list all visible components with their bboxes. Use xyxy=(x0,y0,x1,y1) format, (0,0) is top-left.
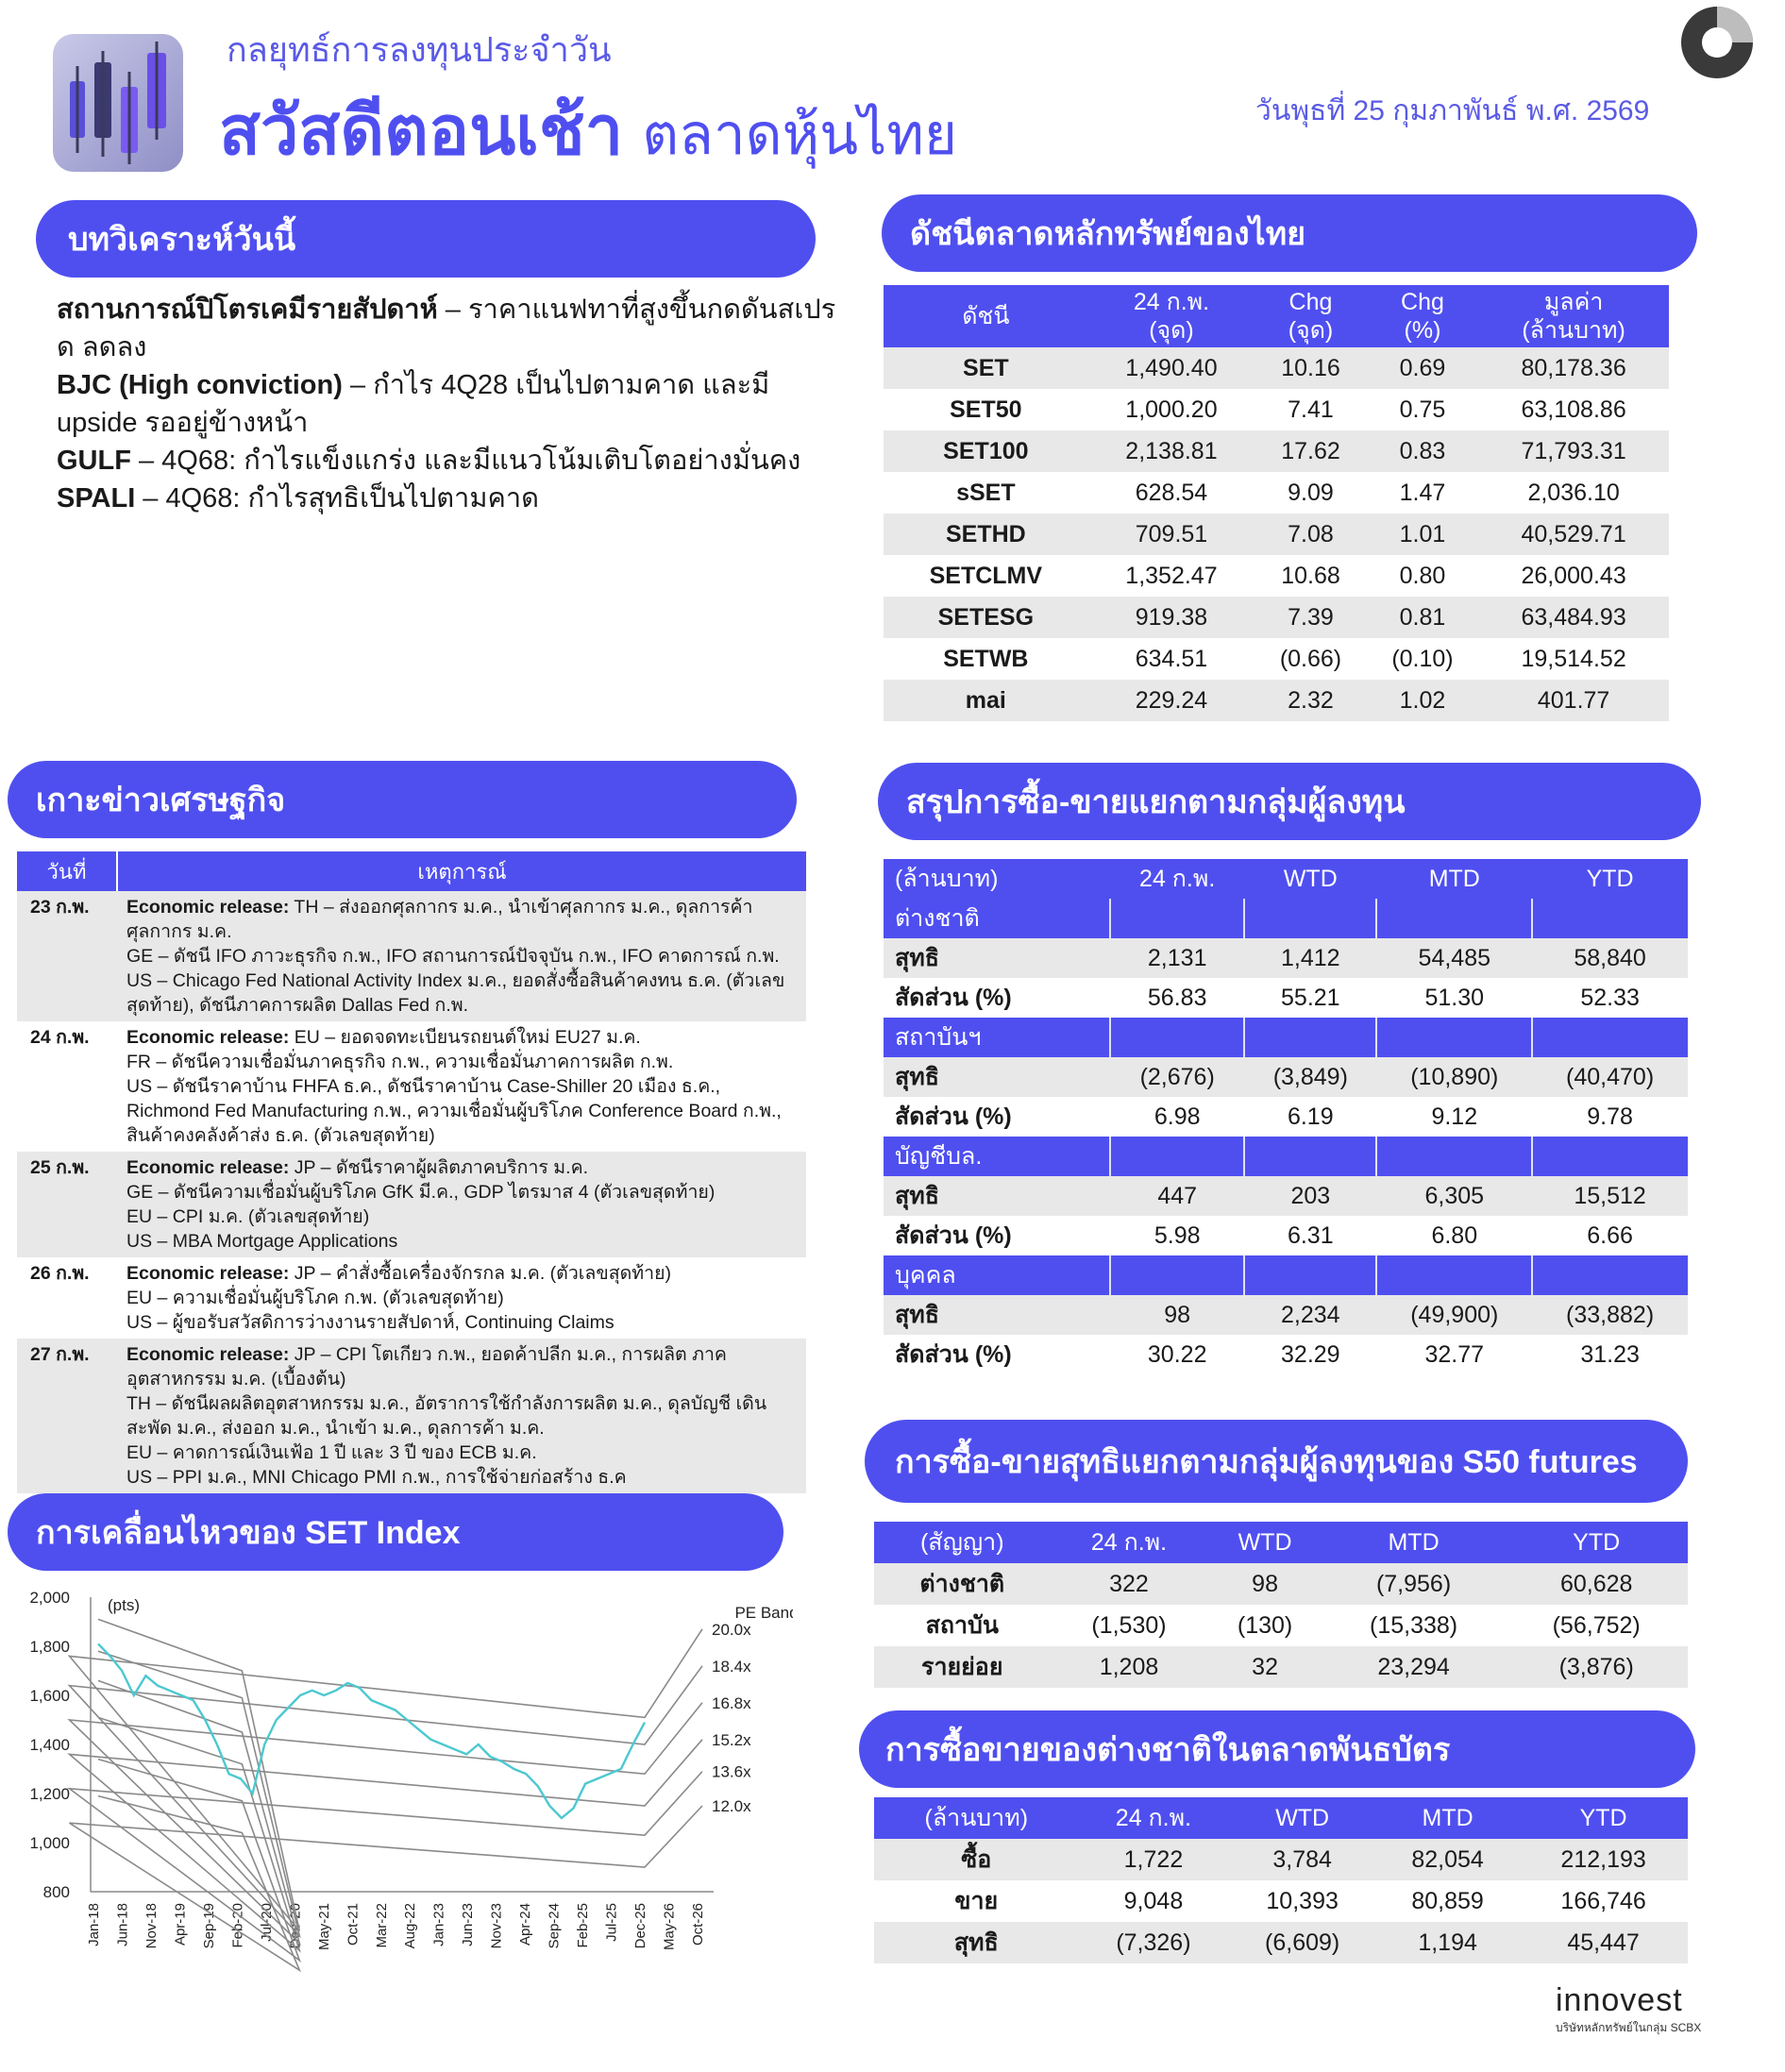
col-header: WTD xyxy=(1228,1797,1376,1839)
table-row xyxy=(874,1880,1688,1922)
brand-mark-icon xyxy=(1678,4,1756,81)
index-value: 1,490.40 xyxy=(1088,347,1255,389)
news-line: EU – CPI ม.ค. (ตัวเลขสุดท้าย) xyxy=(126,1206,370,1227)
news-text: JP – CPI โตเกียว ก.พ., ยอดค้าปลีก ม.ค., การผลิต ภาคอุตสาหกรรม ม.ค. (เบื้องต้น) xyxy=(126,1344,727,1390)
table-row xyxy=(884,347,1669,389)
table-row xyxy=(884,389,1669,430)
net-value: (49,900) xyxy=(1376,1295,1532,1335)
net-value: 1,412 xyxy=(1244,938,1376,978)
news-events xyxy=(117,891,806,1021)
share-value: 6.98 xyxy=(1154,1103,1201,1130)
row-label: สุทธิ xyxy=(884,1295,1110,1335)
net-row xyxy=(884,1057,1688,1097)
col-header: 24 ก.พ. xyxy=(1051,1522,1208,1563)
news-line: US – MBA Mortgage Applications xyxy=(126,1231,398,1252)
news-line xyxy=(126,895,797,944)
index-value: 628.54 xyxy=(1135,479,1208,506)
cell-value: 80,859 xyxy=(1411,1887,1484,1914)
net-value: (10,890) xyxy=(1376,1057,1532,1097)
group-name: บุคคล xyxy=(884,1255,1110,1295)
analysis-heading: บทวิเคราะห์วันนี้ xyxy=(36,200,816,278)
group-name: สถาบันฯ xyxy=(884,1018,1110,1057)
net-value: 2,131 xyxy=(1110,938,1244,978)
page-subtitle: กลยุทธ์การลงทุนประจำวัน xyxy=(227,30,612,69)
news-line xyxy=(126,1025,797,1050)
index-value: 0.81 xyxy=(1367,597,1478,638)
share-value: 6.66 xyxy=(1587,1221,1633,1249)
group-spacer xyxy=(1110,1137,1244,1176)
index-value: (0.10) xyxy=(1391,645,1454,672)
group-spacer xyxy=(1532,1137,1688,1176)
x-tick-label: Dec-20 xyxy=(287,1903,304,1949)
col-header-date: วันที่ xyxy=(17,851,117,891)
index-value: 7.08 xyxy=(1255,514,1366,555)
group-row xyxy=(884,899,1688,938)
index-heading: ดัชนีตลาดหลักทรัพย์ของไทย xyxy=(882,194,1697,272)
col-header: WTD xyxy=(1244,859,1376,899)
bond-heading: การซื้อขายของต่างชาติในตลาดพันธบัตร xyxy=(859,1710,1695,1788)
news-line: GE – ดัชนีความเชื่อมั่นผู้บริโภค GfK มี.ค., GDP ไตรมาส 4 (ตัวเลขสุดท้าย) xyxy=(126,1182,716,1203)
release-label: Economic release: xyxy=(126,1344,290,1365)
col-header: 24 ก.พ. xyxy=(1079,1797,1229,1839)
index-value: 401.77 xyxy=(1478,680,1669,721)
table-row xyxy=(17,1021,806,1152)
table-row xyxy=(874,1839,1688,1880)
news-events xyxy=(117,1339,806,1493)
index-value: 2.32 xyxy=(1255,680,1366,721)
y-tick-label: 1,600 xyxy=(29,1687,70,1705)
share-value: 51.30 xyxy=(1424,984,1485,1011)
index-value: 229.24 xyxy=(1088,680,1255,721)
futures-heading: การซื้อ-ขายสุทธิแยกตามกลุ่มผู้ลงทุนของ S50 futures xyxy=(865,1420,1688,1503)
net-value: 15,512 xyxy=(1532,1176,1688,1216)
col-header: Chg (%) xyxy=(1367,285,1478,347)
col-header-event: เหตุการณ์ xyxy=(117,851,806,891)
col-header: WTD xyxy=(1207,1522,1322,1563)
index-name: sSET xyxy=(956,479,1016,506)
index-value: 9.09 xyxy=(1288,479,1334,506)
net-row xyxy=(884,1176,1688,1216)
x-tick-label: Aug-22 xyxy=(402,1903,419,1949)
index-name: mai xyxy=(884,680,1088,721)
index-value: 26,000.43 xyxy=(1521,562,1626,589)
pe-band-label: 20.0x xyxy=(712,1620,751,1639)
share-value: 6.31 xyxy=(1287,1221,1334,1249)
share-value: 31.23 xyxy=(1580,1340,1640,1368)
table-row xyxy=(17,1152,806,1257)
row-label: สัดส่วน (%) xyxy=(895,1103,1012,1130)
header-illustration xyxy=(53,34,183,172)
row-label: สุทธิ xyxy=(874,1922,1079,1963)
index-value: 1.01 xyxy=(1367,514,1478,555)
x-tick-label: Sep-24 xyxy=(546,1903,563,1949)
cell-value: (56,752) xyxy=(1552,1611,1641,1639)
y-tick-label: 1,800 xyxy=(29,1638,70,1656)
index-name: SETCLMV xyxy=(929,562,1043,589)
col-header: (ล้านบาท) xyxy=(874,1797,1079,1839)
x-tick-label: Feb-20 xyxy=(229,1903,246,1948)
investor-heading: สรุปการซื้อ-ขายแยกตามกลุ่มผู้ลงทุน xyxy=(878,763,1701,840)
x-tick-label: May-21 xyxy=(315,1903,332,1951)
net-value: 6,305 xyxy=(1376,1176,1532,1216)
header-row xyxy=(884,859,1688,899)
row-label: สุทธิ xyxy=(884,938,1110,978)
cell-value: 1,194 xyxy=(1376,1922,1519,1963)
index-value: 63,108.86 xyxy=(1521,396,1626,423)
page-title xyxy=(219,76,957,184)
news-date: 24 ก.พ. xyxy=(30,1027,90,1048)
table-row xyxy=(874,1922,1688,1963)
share-row xyxy=(884,1216,1688,1255)
pe-band-label: 16.8x xyxy=(712,1693,751,1712)
row-label: ต่างชาติ xyxy=(874,1563,1051,1605)
pe-band-label: 13.6x xyxy=(712,1762,751,1781)
news-events xyxy=(117,1152,806,1257)
header-row xyxy=(874,1797,1688,1839)
net-value: (2,676) xyxy=(1110,1057,1244,1097)
table-row xyxy=(884,597,1669,638)
news-line: US – ผู้ขอรับสวัสดิการว่างงานรายสัปดาห์, Continuing Claims xyxy=(126,1312,615,1333)
group-spacer xyxy=(1244,1255,1376,1295)
y-tick-label: 1,400 xyxy=(29,1736,70,1754)
index-value: 10.68 xyxy=(1281,562,1340,589)
news-date: 27 ก.พ. xyxy=(17,1339,117,1493)
share-row xyxy=(884,1335,1688,1374)
title-light: ตลาดหุ้นไทย xyxy=(642,103,958,166)
x-tick-label: Jul-25 xyxy=(603,1903,620,1942)
news-line: EU – คาดการณ์เงินเฟ้อ 1 ปี และ 3 ปี ของ ECB ม.ค. xyxy=(126,1442,537,1463)
cell-value: 82,054 xyxy=(1376,1839,1519,1880)
net-value: 54,485 xyxy=(1376,938,1532,978)
news-line: US – Chicago Fed National Activity Index ม.ค., ยอดสั่งซื้อสินค้าคงทน ธ.ค. (ตัวเลขสุดท้าย), ดัชนีภาคการผลิต Dallas Fed ก.พ. xyxy=(126,970,785,1016)
cell-value: (6,609) xyxy=(1228,1922,1376,1963)
x-tick-label: Jul-20 xyxy=(258,1903,275,1942)
net-value: (40,470) xyxy=(1532,1057,1688,1097)
group-spacer xyxy=(1532,899,1688,938)
table-row xyxy=(884,680,1669,721)
table-row xyxy=(884,555,1669,597)
share-value: 30.22 xyxy=(1147,1340,1207,1368)
news-text: EU – ยอดจดทะเบียนรถยนต์ใหม่ EU27 ม.ค. xyxy=(289,1027,641,1048)
share-row xyxy=(884,1097,1688,1137)
group-spacer xyxy=(1244,899,1376,938)
net-value: 2,234 xyxy=(1244,1295,1376,1335)
cell-value: 60,628 xyxy=(1505,1563,1688,1605)
news-date: 25 ก.พ. xyxy=(17,1152,117,1257)
release-label: Economic release: xyxy=(126,897,290,918)
cell-value: 322 xyxy=(1051,1563,1208,1605)
table-row xyxy=(874,1605,1688,1646)
cell-value: 3,784 xyxy=(1228,1839,1376,1880)
pe-band-label: 12.0x xyxy=(712,1797,751,1815)
x-tick-label: Sep-19 xyxy=(200,1903,217,1949)
company-logo xyxy=(1556,1982,1744,2039)
title-bold: สวัสดีตอนเช้า xyxy=(219,93,624,169)
news-text: TH – ส่งออกศุลกากร ม.ค., นำเข้าศุลกากร ม.ค., ดุลการค้า ศุลกากร ม.ค. xyxy=(126,897,753,942)
group-spacer xyxy=(1110,899,1244,938)
index-value: (0.66) xyxy=(1279,645,1342,672)
report-date: วันพุธที่ 25 กุมภาพันธ์ พ.ศ. 2569 xyxy=(1255,95,1650,126)
cell-value: 45,447 xyxy=(1519,1922,1688,1963)
col-header: Chg (จุด) xyxy=(1255,285,1366,347)
news-text: JP – ดัชนีราคาผู้ผลิตภาคบริการ ม.ค. xyxy=(289,1157,589,1178)
col-header: ดัชนี xyxy=(884,285,1088,347)
table-row xyxy=(884,430,1669,472)
index-value: 40,529.71 xyxy=(1478,514,1669,555)
x-tick-label: Dec-25 xyxy=(632,1903,649,1949)
group-spacer xyxy=(1376,899,1532,938)
index-value: 1.47 xyxy=(1399,479,1446,506)
news-line: FR – ดัชนีความเชื่อมั่นภาคธุรกิจ ก.พ., ความเชื่อมั่นภาคการผลิต ก.พ. xyxy=(126,1052,674,1072)
news-line: EU – ความเชื่อมั่นผู้บริโภค ก.พ. (ตัวเลขสุดท้าย) xyxy=(126,1288,504,1308)
news-events xyxy=(117,1021,806,1152)
analysis-list xyxy=(57,291,840,517)
table-row xyxy=(884,472,1669,514)
col-header: MTD xyxy=(1376,859,1532,899)
cell-value: (3,876) xyxy=(1505,1646,1688,1688)
cell-value: 32 xyxy=(1207,1646,1322,1688)
cell-value: 23,294 xyxy=(1322,1646,1506,1688)
net-value: (33,882) xyxy=(1532,1295,1688,1335)
group-name: ต่างชาติ xyxy=(884,899,1110,938)
cell-value: (7,326) xyxy=(1079,1922,1229,1963)
x-tick-label: Nov-18 xyxy=(143,1903,160,1949)
header-row xyxy=(874,1522,1688,1563)
x-tick-label: Apr-19 xyxy=(172,1903,189,1946)
cell-value: (15,338) xyxy=(1370,1611,1458,1639)
x-tick-label: Oct-21 xyxy=(345,1903,362,1946)
news-date: 23 ก.พ. xyxy=(17,891,117,1021)
cell-value: 9,048 xyxy=(1123,1887,1184,1914)
group-spacer xyxy=(1376,1137,1532,1176)
index-name: SETESG xyxy=(884,597,1088,638)
x-tick-label: Nov-23 xyxy=(488,1903,505,1949)
group-spacer xyxy=(1376,1018,1532,1057)
cell-value: 98 xyxy=(1207,1563,1322,1605)
news-heading: เกาะข่าวเศรษฐกิจ xyxy=(8,761,797,838)
col-header: มูลค่า (ล้านบาท) xyxy=(1478,285,1669,347)
row-label: สุทธิ xyxy=(884,1176,1110,1216)
row-label: สุทธิ xyxy=(884,1057,1110,1097)
chart-heading: การเคลื่อนไหวของ SET Index xyxy=(8,1493,783,1571)
logo-tagline: บริษัทหลักทรัพย์ในกลุ่ม SCBX xyxy=(1556,2021,1702,2034)
row-label: รายย่อย xyxy=(874,1646,1051,1688)
table-row xyxy=(874,1563,1688,1605)
index-name: SETWB xyxy=(943,645,1029,672)
cell-value: (1,530) xyxy=(1091,1611,1167,1639)
cell-value: 166,746 xyxy=(1560,1887,1646,1914)
net-value: (3,849) xyxy=(1244,1057,1376,1097)
col-header: (ล้านบาท) xyxy=(884,859,1110,899)
investor-table xyxy=(884,859,1688,1374)
index-value: 1.02 xyxy=(1367,680,1478,721)
col-header: MTD xyxy=(1376,1797,1519,1839)
index-value: 0.83 xyxy=(1367,430,1478,472)
x-tick-label: Mar-22 xyxy=(373,1903,390,1948)
group-spacer xyxy=(1110,1255,1244,1295)
col-header: YTD xyxy=(1505,1522,1688,1563)
index-value: 1,352.47 xyxy=(1125,562,1218,589)
pe-band-label: 18.4x xyxy=(712,1657,751,1676)
group-spacer xyxy=(1376,1255,1532,1295)
index-value: 0.80 xyxy=(1399,562,1446,589)
y-tick-label: 1,200 xyxy=(29,1785,70,1803)
index-value: 71,793.31 xyxy=(1478,430,1669,472)
news-line xyxy=(126,1261,797,1286)
x-tick-label: May-26 xyxy=(661,1903,678,1951)
analysis-item: BJC (High conviction) – กำไร 4Q28 เป็นไปตามคาด และมี upside รออยู่ข้างหน้า xyxy=(57,370,770,438)
index-value: 19,514.52 xyxy=(1521,645,1626,672)
index-value: 63,484.93 xyxy=(1478,597,1669,638)
cell-value: 10,393 xyxy=(1266,1887,1339,1914)
share-value: 52.33 xyxy=(1580,984,1640,1011)
col-header: YTD xyxy=(1519,1797,1688,1839)
x-tick-label: Jan-23 xyxy=(430,1903,447,1946)
analysis-item: GULF – 4Q68: กำไรแข็งแกร่ง และมีแนวโน้มเติบโตอย่างมั่นคง xyxy=(57,446,801,476)
row-label: ขาย xyxy=(954,1888,999,1914)
index-name: SET50 xyxy=(950,396,1022,423)
x-tick-label: Apr-24 xyxy=(517,1903,534,1946)
group-spacer xyxy=(1244,1018,1376,1057)
analysis-item: สถานการณ์ปิโตรเคมีรายสัปดาห์ – ราคาแนฟทาที่สูงขึ้นกดดันสเปรด ลดลง xyxy=(57,295,836,362)
pe-band-line xyxy=(70,1651,703,1936)
share-value: 32.29 xyxy=(1281,1340,1340,1368)
index-value: 919.38 xyxy=(1088,597,1255,638)
group-spacer xyxy=(1244,1137,1376,1176)
group-row xyxy=(884,1255,1688,1295)
index-name: SET xyxy=(884,347,1088,389)
share-value: 55.21 xyxy=(1281,984,1340,1011)
table-row xyxy=(17,891,806,1021)
news-events xyxy=(117,1257,806,1339)
index-value: 17.62 xyxy=(1255,430,1366,472)
cell-value: (7,956) xyxy=(1322,1563,1506,1605)
y-tick-label: 1,000 xyxy=(29,1834,70,1852)
index-value: 7.39 xyxy=(1255,597,1366,638)
index-name: SET100 xyxy=(884,430,1088,472)
analysis-item: SPALI – 4Q68: กำไรสุทธิเป็นไปตามคาด xyxy=(57,483,539,514)
x-tick-label: Jun-18 xyxy=(114,1903,131,1946)
table-row xyxy=(884,638,1669,680)
index-value: 2,036.10 xyxy=(1527,479,1620,506)
news-line: US – PPI ม.ค., MNI Chicago PMI ก.พ., การใช้จ่ายก่อสร้าง ธ.ค xyxy=(126,1467,627,1488)
share-value: 6.80 xyxy=(1431,1221,1478,1249)
news-line xyxy=(126,1342,797,1391)
index-value: 7.41 xyxy=(1288,396,1334,423)
row-label: ซื้อ xyxy=(874,1839,1079,1880)
group-row xyxy=(884,1018,1688,1057)
group-spacer xyxy=(1532,1255,1688,1295)
table-row xyxy=(17,1339,806,1493)
cell-value: 1,208 xyxy=(1051,1646,1208,1688)
row-label: สัดส่วน (%) xyxy=(895,1222,1012,1249)
net-row xyxy=(884,1295,1688,1335)
news-table xyxy=(17,851,806,1493)
x-tick-label: Jun-23 xyxy=(460,1903,477,1946)
col-header: 24 ก.พ. (จุด) xyxy=(1088,285,1255,347)
logo-wordmark: innovest xyxy=(1556,1982,1683,2018)
index-value: 709.51 xyxy=(1088,514,1255,555)
net-row xyxy=(884,938,1688,978)
group-name: บัญชีบล. xyxy=(884,1137,1110,1176)
cell-value: 1,722 xyxy=(1079,1839,1229,1880)
index-value: 634.51 xyxy=(1135,645,1208,672)
group-spacer xyxy=(1110,1018,1244,1057)
col-header: (สัญญา) xyxy=(874,1522,1051,1563)
release-label: Economic release: xyxy=(126,1263,290,1284)
net-value: 58,840 xyxy=(1532,938,1688,978)
share-value: 32.77 xyxy=(1424,1340,1485,1368)
x-tick-label: Feb-25 xyxy=(575,1903,592,1948)
net-value: 203 xyxy=(1244,1176,1376,1216)
futures-table xyxy=(874,1522,1688,1688)
news-line: TH – ดัชนีผลผลิตอุตสาหกรรม ม.ค., อัตราการใช้กำลังการผลิต ม.ค., ดุลบัญชี เดินสะพัด ม.ค., ส่งออก ม.ค., นำเข้า ม.ค., ดุลการค้า ม.ค. xyxy=(126,1393,767,1439)
share-value: 5.98 xyxy=(1154,1221,1201,1249)
index-table xyxy=(884,285,1669,721)
col-header: YTD xyxy=(1532,859,1688,899)
band-legend-title: PE Band xyxy=(734,1604,793,1622)
index-value: 1,000.20 xyxy=(1125,396,1218,423)
set-index-chart xyxy=(0,1576,793,1973)
share-value: 9.78 xyxy=(1587,1103,1633,1130)
row-label: สถาบัน xyxy=(925,1612,999,1639)
share-value: 56.83 xyxy=(1147,984,1207,1011)
y-tick-label: 2,000 xyxy=(29,1589,70,1607)
index-value: 80,178.36 xyxy=(1478,347,1669,389)
y-tick-label: 800 xyxy=(42,1883,70,1901)
news-text: JP – คำสั่งซื้อเครื่องจักรกล ม.ค. (ตัวเลขสุดท้าย) xyxy=(289,1263,671,1284)
table-row xyxy=(17,1257,806,1339)
news-line: GE – ดัชนี IFO ภาวะธุรกิจ ก.พ., IFO สถานการณ์ปัจจุบัน ก.พ., IFO คาดการณ์ ก.พ. xyxy=(126,946,780,967)
group-spacer xyxy=(1532,1018,1688,1057)
cell-value: 212,193 xyxy=(1519,1839,1688,1880)
net-value: 447 xyxy=(1110,1176,1244,1216)
news-line: US – ดัชนีราคาบ้าน FHFA ธ.ค., ดัชนีราคาบ้าน Case-Shiller 20 เมือง ธ.ค., Richmond Fed Manufacturing ก.พ., ความเชื่อมั่นผู้บริโภค Conference Board ก.พ., สินค้าคงคลังค้าส่ง ธ.ค. (ตัวเลขสุดท้าย) xyxy=(126,1076,782,1146)
row-label: สัดส่วน (%) xyxy=(895,1341,1012,1368)
index-name: SETHD xyxy=(884,514,1088,555)
index-value: 0.75 xyxy=(1399,396,1446,423)
group-row xyxy=(884,1137,1688,1176)
share-row xyxy=(884,978,1688,1018)
index-value: 2,138.81 xyxy=(1088,430,1255,472)
index-value: 10.16 xyxy=(1255,347,1366,389)
share-value: 9.12 xyxy=(1431,1103,1478,1130)
cell-value: (130) xyxy=(1237,1611,1293,1639)
pe-band-label: 15.2x xyxy=(712,1730,751,1749)
release-label: Economic release: xyxy=(126,1157,290,1178)
col-header: MTD xyxy=(1322,1522,1506,1563)
release-label: Economic release: xyxy=(126,1027,290,1048)
bond-table xyxy=(874,1797,1688,1963)
news-date: 26 ก.พ. xyxy=(30,1263,90,1284)
x-tick-label: Jan-18 xyxy=(86,1903,102,1946)
index-value: 0.69 xyxy=(1367,347,1478,389)
col-header: 24 ก.พ. xyxy=(1110,859,1244,899)
y-axis-label: (pts) xyxy=(108,1596,140,1614)
x-tick-label: Oct-26 xyxy=(690,1903,706,1946)
news-line xyxy=(126,1155,797,1180)
share-value: 6.19 xyxy=(1287,1103,1334,1130)
table-row xyxy=(884,514,1669,555)
table-row xyxy=(874,1646,1688,1688)
row-label: สัดส่วน (%) xyxy=(895,985,1012,1011)
net-value: 98 xyxy=(1110,1295,1244,1335)
